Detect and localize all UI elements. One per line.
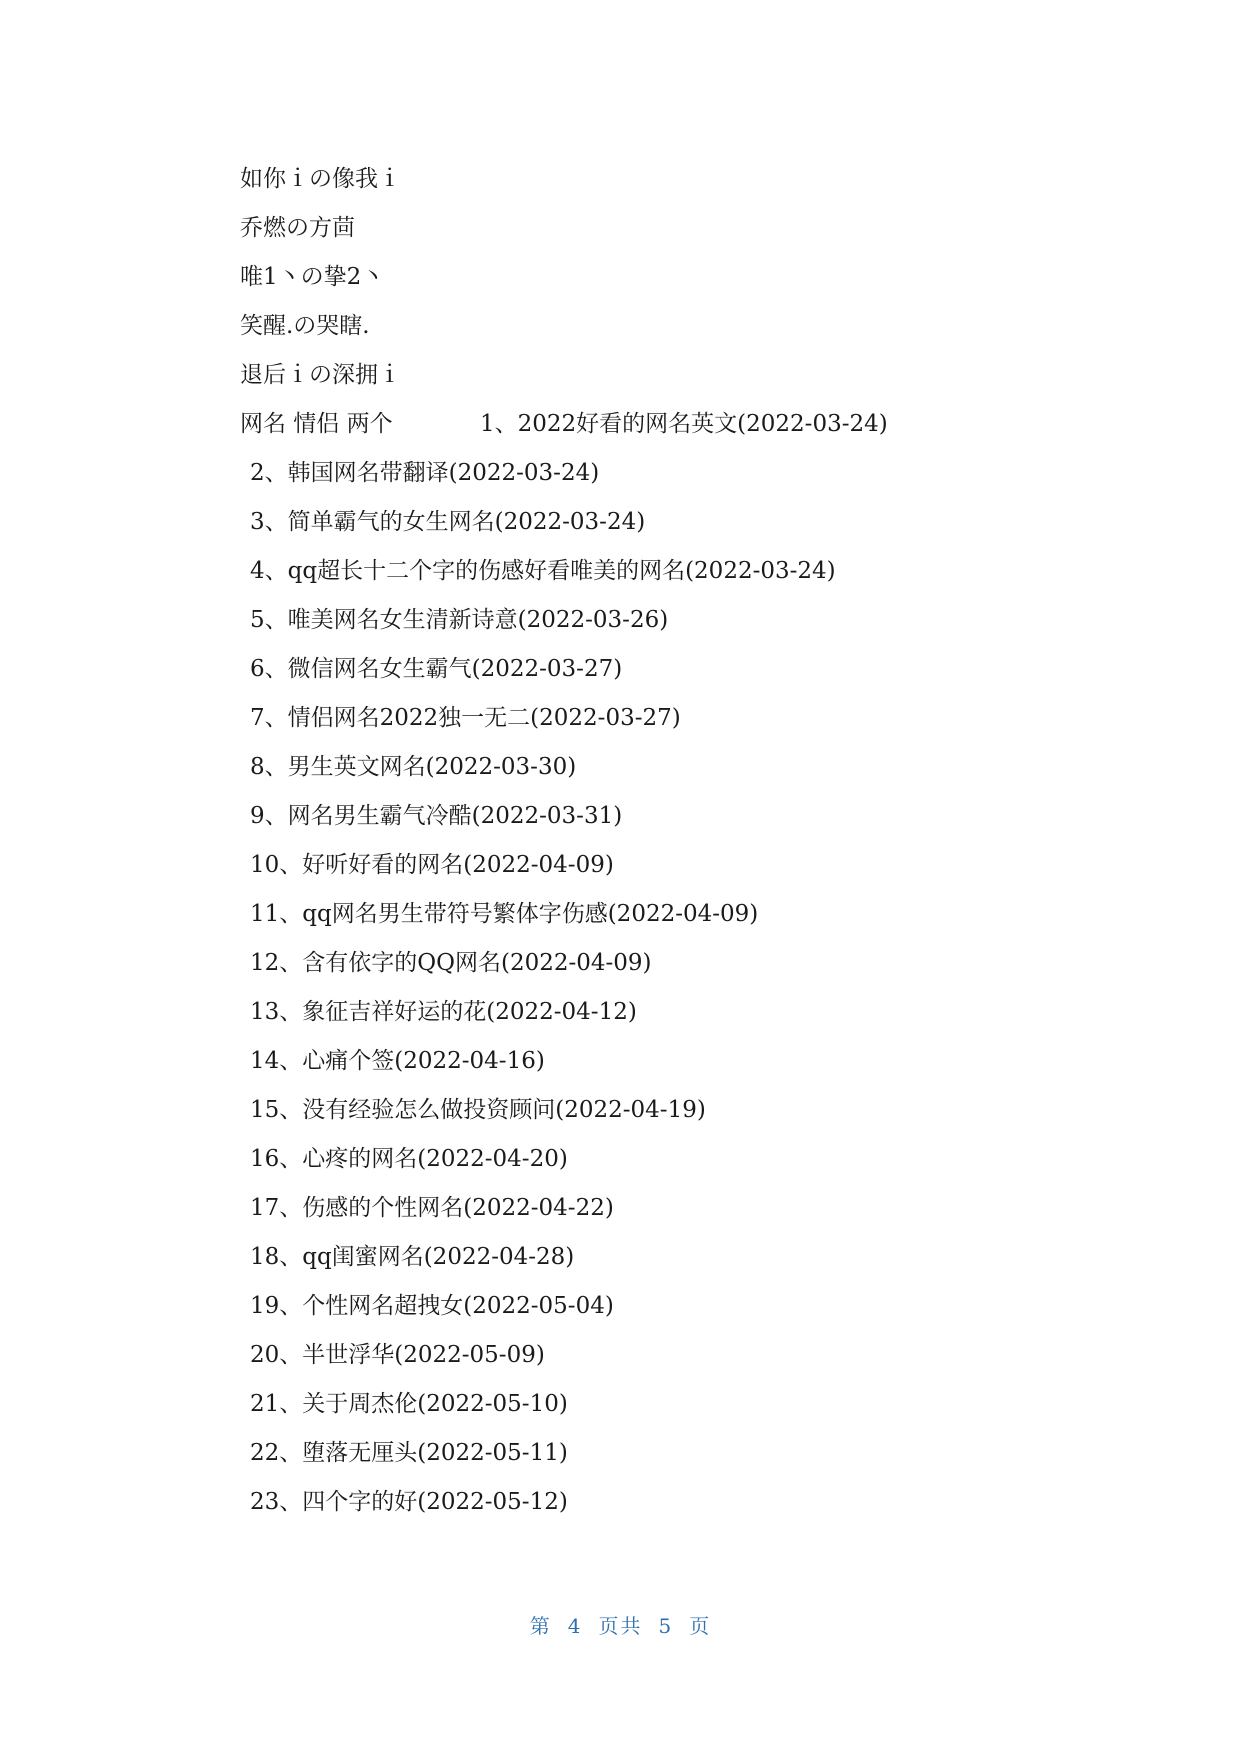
intro-line: 乔燃の方茴 bbox=[240, 215, 355, 241]
list-item-link[interactable]: 8、男生英文网名(2022-03-30) bbox=[250, 754, 577, 780]
intro-line: 笑醒.の哭瞎. bbox=[240, 313, 370, 339]
list-item-link[interactable]: 2、韩国网名带翻译(2022-03-24) bbox=[250, 460, 600, 486]
list-item-link[interactable]: 10、好听好看的网名(2022-04-09) bbox=[250, 852, 614, 878]
list-item-link[interactable]: 7、情侣网名2022独一无二(2022-03-27) bbox=[250, 705, 681, 731]
document-body bbox=[240, 155, 1140, 1527]
list-item-link[interactable]: 13、象征吉祥好运的花(2022-04-12) bbox=[250, 999, 637, 1025]
list-item-link[interactable]: 17、伤感的个性网名(2022-04-22) bbox=[250, 1195, 614, 1221]
list-item-link[interactable]: 22、堕落无厘头(2022-05-11) bbox=[250, 1440, 568, 1466]
intro-line: 退后ｉの深拥ｉ bbox=[240, 362, 401, 388]
list-item-link[interactable]: 12、含有依字的QQ网名(2022-04-09) bbox=[250, 950, 652, 976]
footer-suffix: 页 bbox=[689, 1614, 712, 1638]
list-item-link[interactable]: 15、没有经验怎么做投资顾问(2022-04-19) bbox=[250, 1097, 706, 1123]
list-item-link[interactable]: 14、心痛个签(2022-04-16) bbox=[250, 1048, 545, 1074]
list-item-link[interactable]: 4、qq超长十二个字的伤感好看唯美的网名(2022-03-24) bbox=[250, 558, 836, 584]
related-list-heading-row bbox=[240, 400, 1140, 449]
footer-prefix: 第 bbox=[529, 1614, 552, 1638]
footer-middle: 页共 bbox=[598, 1614, 643, 1638]
related-list bbox=[240, 449, 1140, 1527]
list-item-link[interactable]: 18、qq闺蜜网名(2022-04-28) bbox=[250, 1244, 575, 1270]
intro-line: 如你ｉの像我ｉ bbox=[240, 166, 401, 192]
footer-current-page: 4 bbox=[567, 1614, 583, 1638]
heading-label: 网名 情侣 两个 bbox=[240, 411, 393, 437]
list-item-link[interactable]: 9、网名男生霸气冷酷(2022-03-31) bbox=[250, 803, 623, 829]
list-item-link[interactable]: 19、个性网名超拽女(2022-05-04) bbox=[250, 1293, 614, 1319]
list-item-link[interactable]: 21、关于周杰伦(2022-05-10) bbox=[250, 1391, 568, 1417]
page-footer bbox=[0, 1610, 1241, 1639]
list-item-link[interactable]: 6、微信网名女生霸气(2022-03-27) bbox=[250, 656, 623, 682]
list-item-link[interactable]: 11、qq网名男生带符号繁体字伤感(2022-04-09) bbox=[250, 901, 759, 927]
list-item-link[interactable]: 20、半世浮华(2022-05-09) bbox=[250, 1342, 545, 1368]
footer-total-pages: 5 bbox=[658, 1614, 674, 1638]
list-item-link[interactable]: 3、简单霸气的女生网名(2022-03-24) bbox=[250, 509, 646, 535]
list-item-link[interactable]: 5、唯美网名女生清新诗意(2022-03-26) bbox=[250, 607, 669, 633]
intro-line: 唯1丶の挚2丶 bbox=[240, 264, 385, 290]
list-item-link[interactable]: 1、2022好看的网名英文(2022-03-24) bbox=[480, 411, 888, 437]
list-item-link[interactable]: 23、四个字的好(2022-05-12) bbox=[250, 1489, 568, 1515]
list-item-link[interactable]: 16、心疼的网名(2022-04-20) bbox=[250, 1146, 568, 1172]
